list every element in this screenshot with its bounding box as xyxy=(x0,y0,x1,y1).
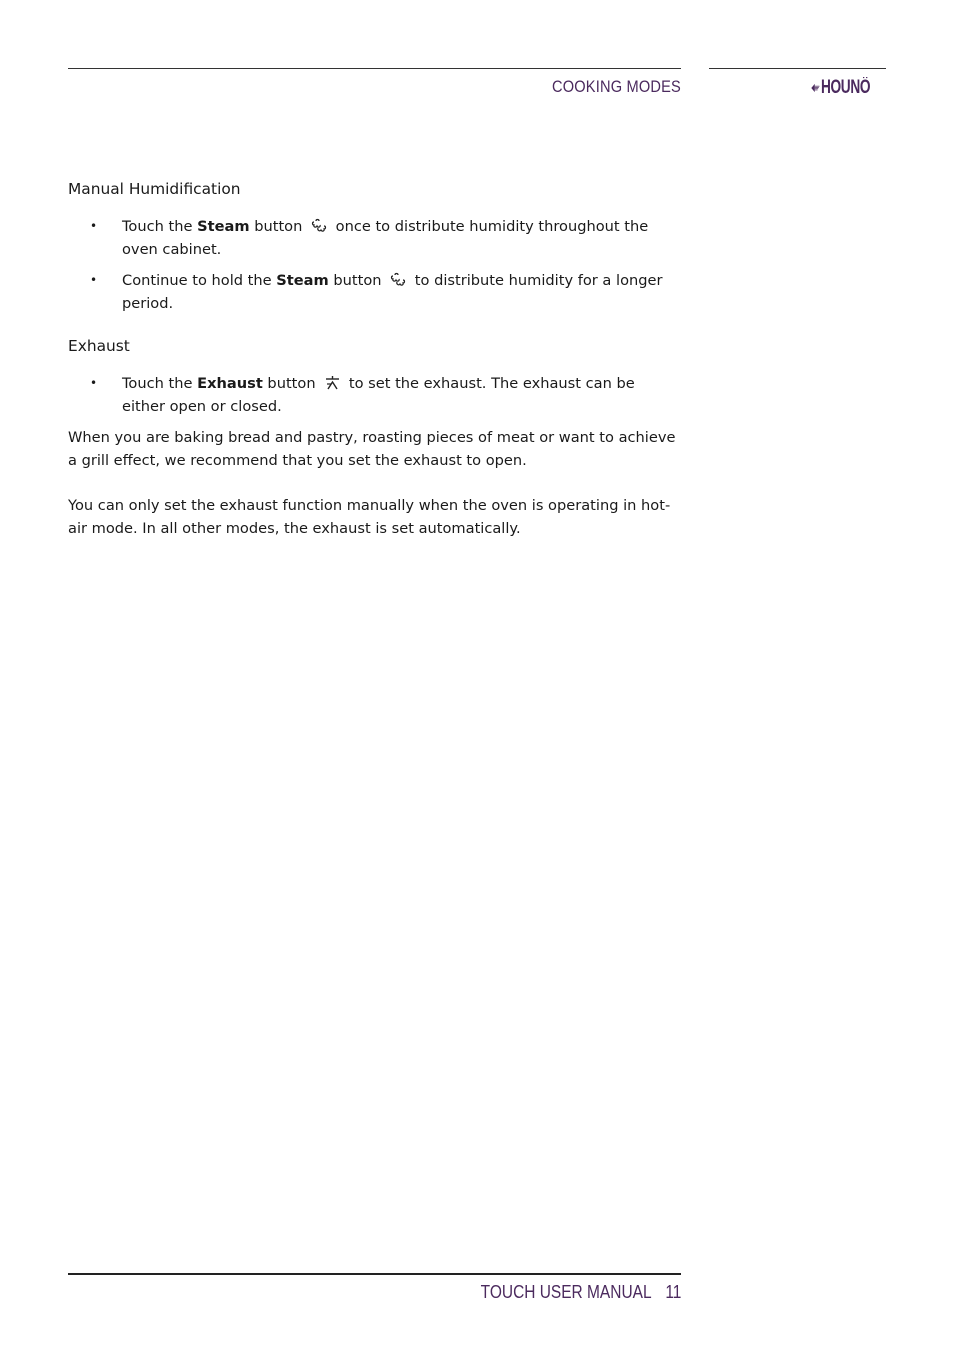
header-rule xyxy=(68,68,681,69)
list-item: • Touch the Exhaust button to set the exhaust. The exhaust can be either open or closed. xyxy=(68,372,678,418)
list-item: • Touch the Steam button once to distribute humidity throughout the oven cabinet. xyxy=(68,215,678,261)
humidification-list xyxy=(68,215,678,315)
steam-label: Steam xyxy=(197,218,250,235)
exhaust-paragraph: When you are baking bread and pastry, roasting pieces of meat or want to achieve a grill effect, we recommend that you set the exhaust to open. xyxy=(68,429,676,469)
bullet: • xyxy=(90,219,98,233)
page-footer xyxy=(480,1282,681,1303)
footer-rule xyxy=(68,1273,681,1275)
section-title: COOKING MODES xyxy=(552,77,681,96)
exhaust-icon xyxy=(324,375,341,391)
bullet: • xyxy=(90,376,98,390)
steam-icon xyxy=(390,272,407,288)
header-rule-logo xyxy=(709,68,886,69)
exhaust-heading: Exhaust xyxy=(68,337,130,355)
exhaust-label: Exhaust xyxy=(197,375,263,392)
page-content xyxy=(68,178,678,540)
list-item: • Continue to hold the Steam button to distribute humidity for a longer period. xyxy=(68,269,678,315)
manual-title: TOUCH USER MANUAL xyxy=(480,1282,652,1302)
bullet: • xyxy=(90,273,98,287)
exhaust-list xyxy=(68,372,678,418)
brand-name: HOUNÖ xyxy=(820,77,870,98)
steam-label: Steam xyxy=(276,272,329,289)
exhaust-paragraph: You can only set the exhaust function manually when the oven is operating in hot-air mode. In all other modes, the exhaust is set automatically. xyxy=(68,497,671,537)
humidification-heading: Manual Humidification xyxy=(68,180,241,198)
brand-logo xyxy=(811,73,889,103)
steam-icon xyxy=(311,218,328,234)
brand-mark-icon xyxy=(811,74,820,102)
page-number: 11 xyxy=(664,1282,681,1302)
